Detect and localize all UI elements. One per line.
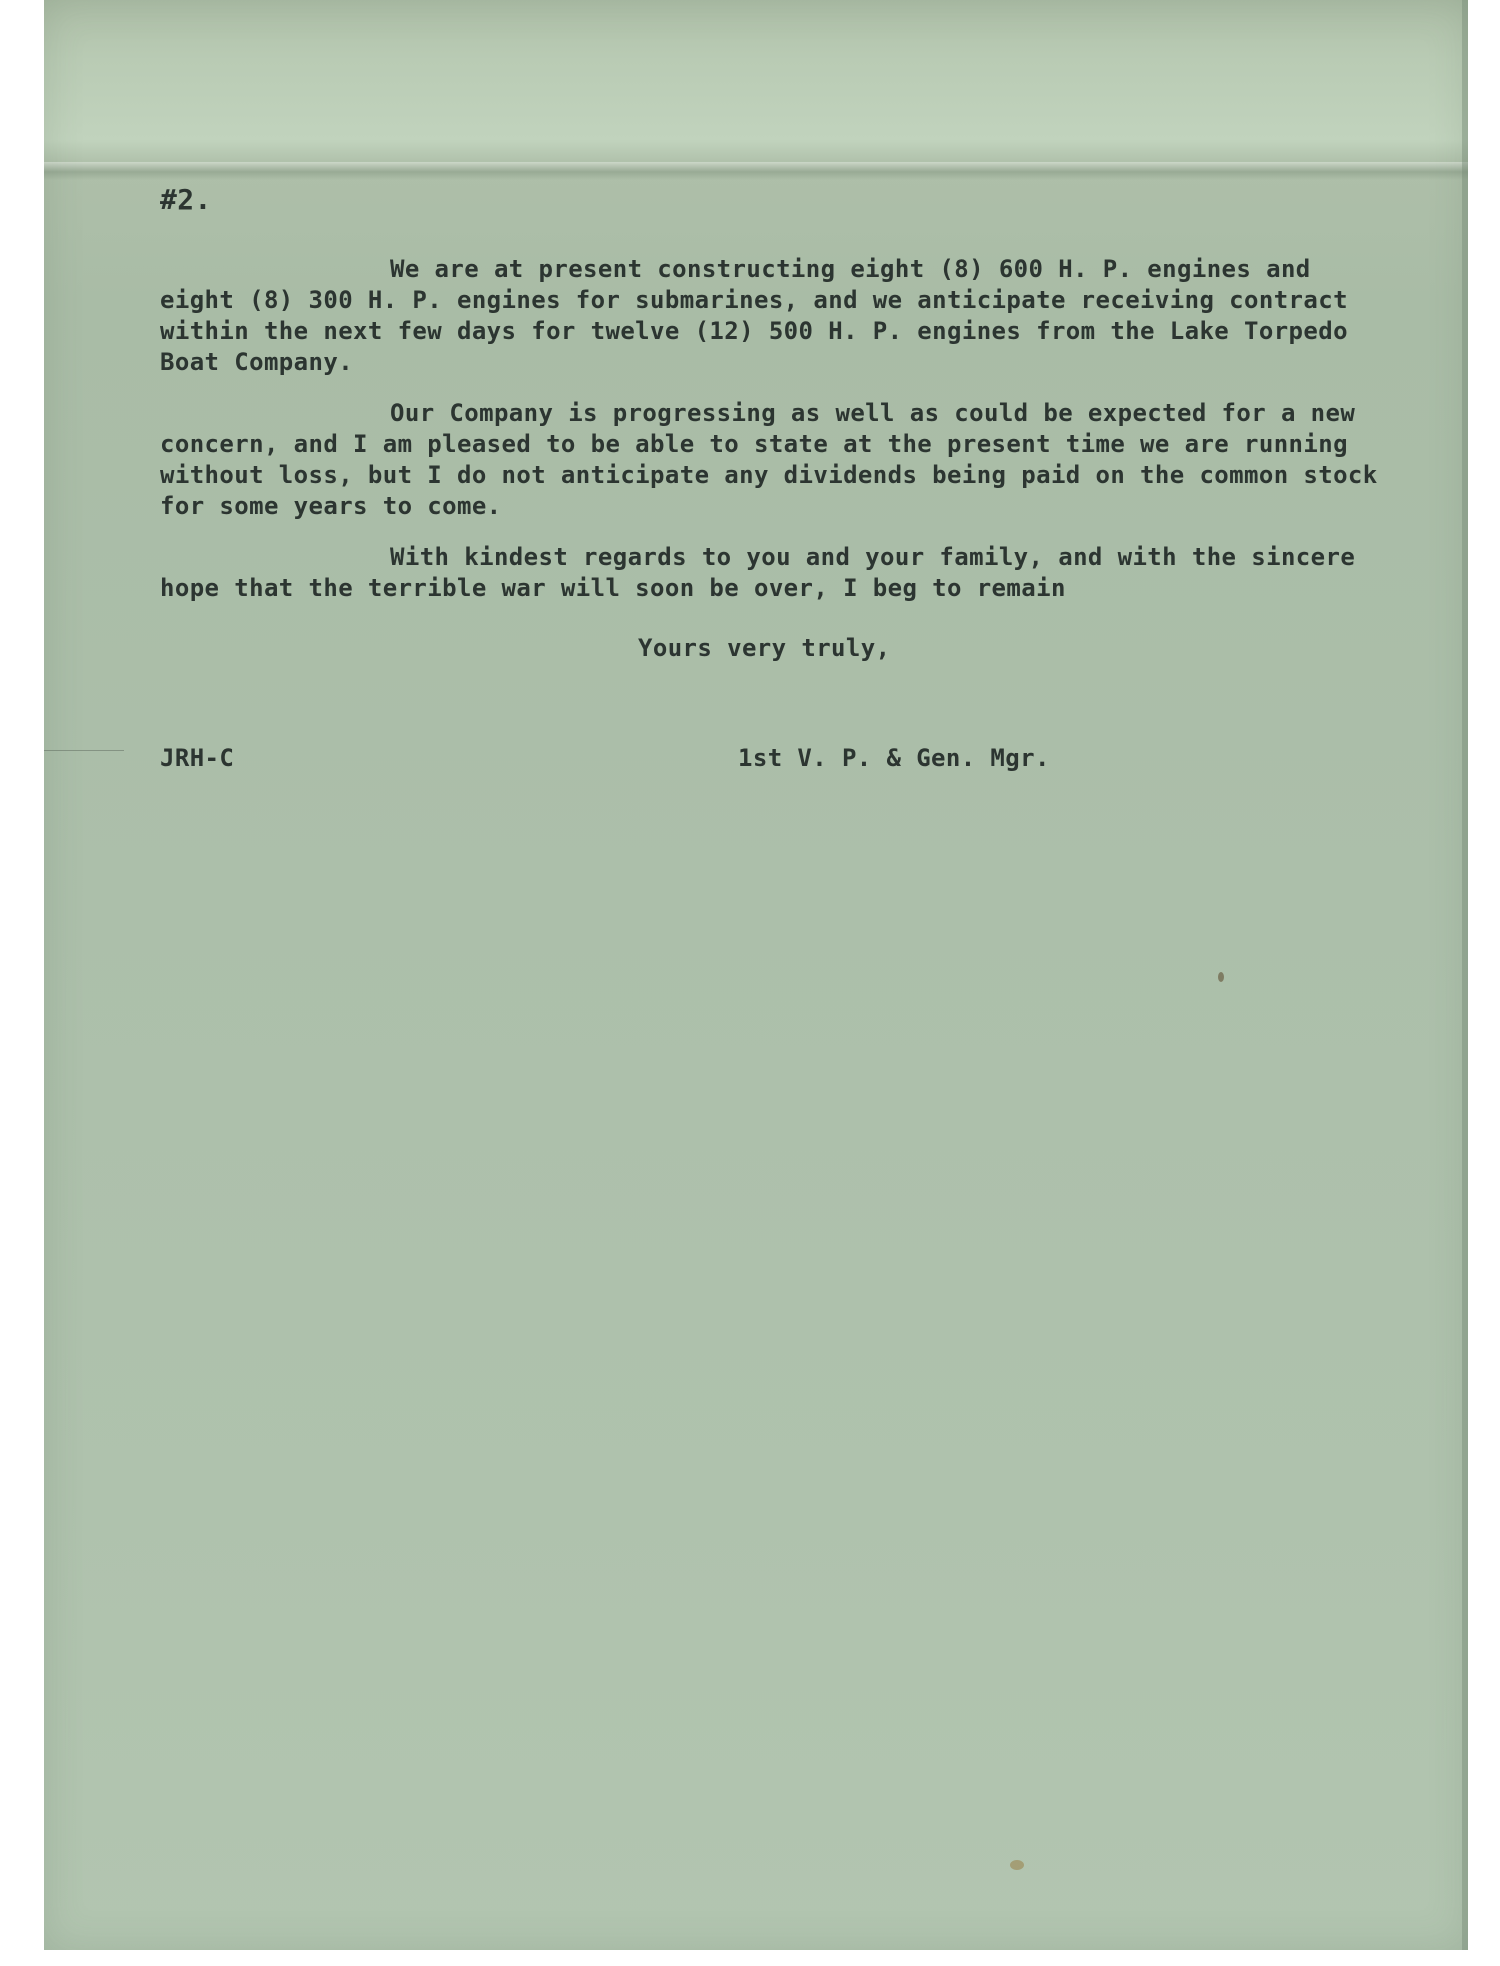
letter-page <box>44 0 1468 1950</box>
paragraph-3-line: With kindest regards to you and your family, and with the sincere <box>390 543 1356 571</box>
paragraph-2-line: for some years to come. <box>160 492 502 520</box>
paragraph-2-line: without loss, but I do not anticipate any dividends being paid on the common stock <box>160 461 1378 489</box>
closing-salutation: Yours very truly, <box>638 634 891 662</box>
paragraph-2-line: Our Company is progressing as well as could be expected for a new <box>390 399 1356 427</box>
paragraph-2-line: concern, and I am pleased to be able to state at the present time we are running <box>160 430 1348 458</box>
paragraph-1-line: within the next few days for twelve (12) 500 H. P. engines from the Lake Torpedo <box>160 317 1348 345</box>
paragraph-3-line: hope that the terrible war will soon be over, I beg to remain <box>160 574 1066 602</box>
typist-initials: JRH-C <box>160 744 235 772</box>
page-number: #2. <box>160 183 212 216</box>
letter-body <box>44 0 1468 1950</box>
signer-title: 1st V. P. & Gen. Mgr. <box>738 744 1050 772</box>
paragraph-1-line: Boat Company. <box>160 348 354 376</box>
paragraph-1-line: eight (8) 300 H. P. engines for submarines, and we anticipate receiving contract <box>160 286 1348 314</box>
paragraph-1-line: We are at present constructing eight (8) 600 H. P. engines and <box>390 255 1311 283</box>
